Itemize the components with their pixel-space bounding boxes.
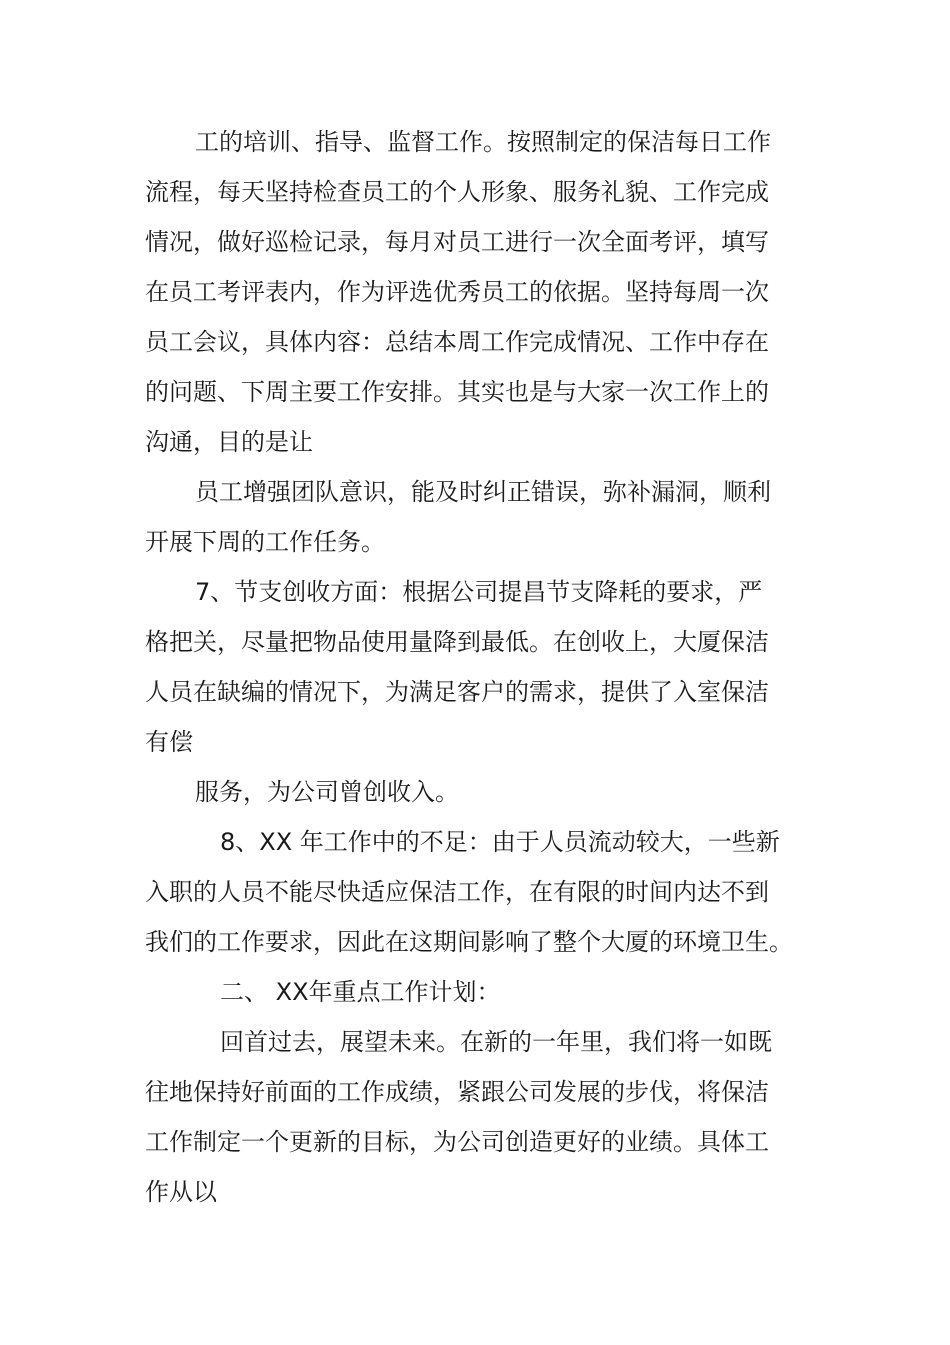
text-line: 格把关，尽量把物品使用量降到最低。在创收上，大厦保洁 (145, 628, 769, 656)
text-line: 8、XX 年工作中的不足：由于人员流动较大，一些新 (220, 828, 780, 856)
text-line: 我们的工作要求，因此在这期间影响了整个大厦的环境卫生。 (145, 928, 793, 956)
text-line: 情况，做好巡检记录，每月对员工进行一次全面考评，填写 (145, 228, 769, 256)
text-line: 员工增强团队意识，能及时纠正错误，弥补漏洞，顺利 (195, 478, 771, 506)
text-line: 7、节支创收方面：根据公司提昌节支降耗的要求，严 (195, 578, 763, 606)
text-line: 有偿 (145, 728, 193, 756)
text-line: 在员工考评表内，作为评选优秀员工的依据。坚持每周一次 (145, 278, 769, 306)
text-line: 服务，为公司曾创收入。 (195, 778, 459, 806)
text-line: 往地保持好前面的工作成绩，紧跟公司发展的步伐，将保洁 (145, 1078, 769, 1106)
text-line: 工的培训、指导、监督工作。按照制定的保洁每日工作 (195, 128, 771, 156)
text-line: 员工会议，具体内容：总结本周工作完成情况、工作中存在 (145, 328, 769, 356)
section-heading: 二、 XX年重点工作计划： (220, 978, 501, 1006)
text-line: 人员在缺编的情况下，为满足客户的需求，提供了入室保洁 (145, 678, 769, 706)
text-line: 开展下周的工作任务。 (145, 528, 385, 556)
text-line: 的问题、下周主要工作安排。其实也是与大家一次工作上的 (145, 378, 769, 406)
text-line: 作从以 (145, 1178, 217, 1206)
text-line: 入职的人员不能尽快适应保洁工作，在有限的时间内达不到 (145, 878, 769, 906)
text-line: 回首过去，展望未来。在新的一年里，我们将一如既 (220, 1028, 772, 1056)
text-line: 流程，每天坚持检查员工的个人形象、服务礼貌、工作完成 (145, 178, 769, 206)
text-line: 工作制定一个更新的目标，为公司创造更好的业绩。具体工 (145, 1128, 769, 1156)
text-line: 沟通，目的是让 (145, 428, 313, 456)
